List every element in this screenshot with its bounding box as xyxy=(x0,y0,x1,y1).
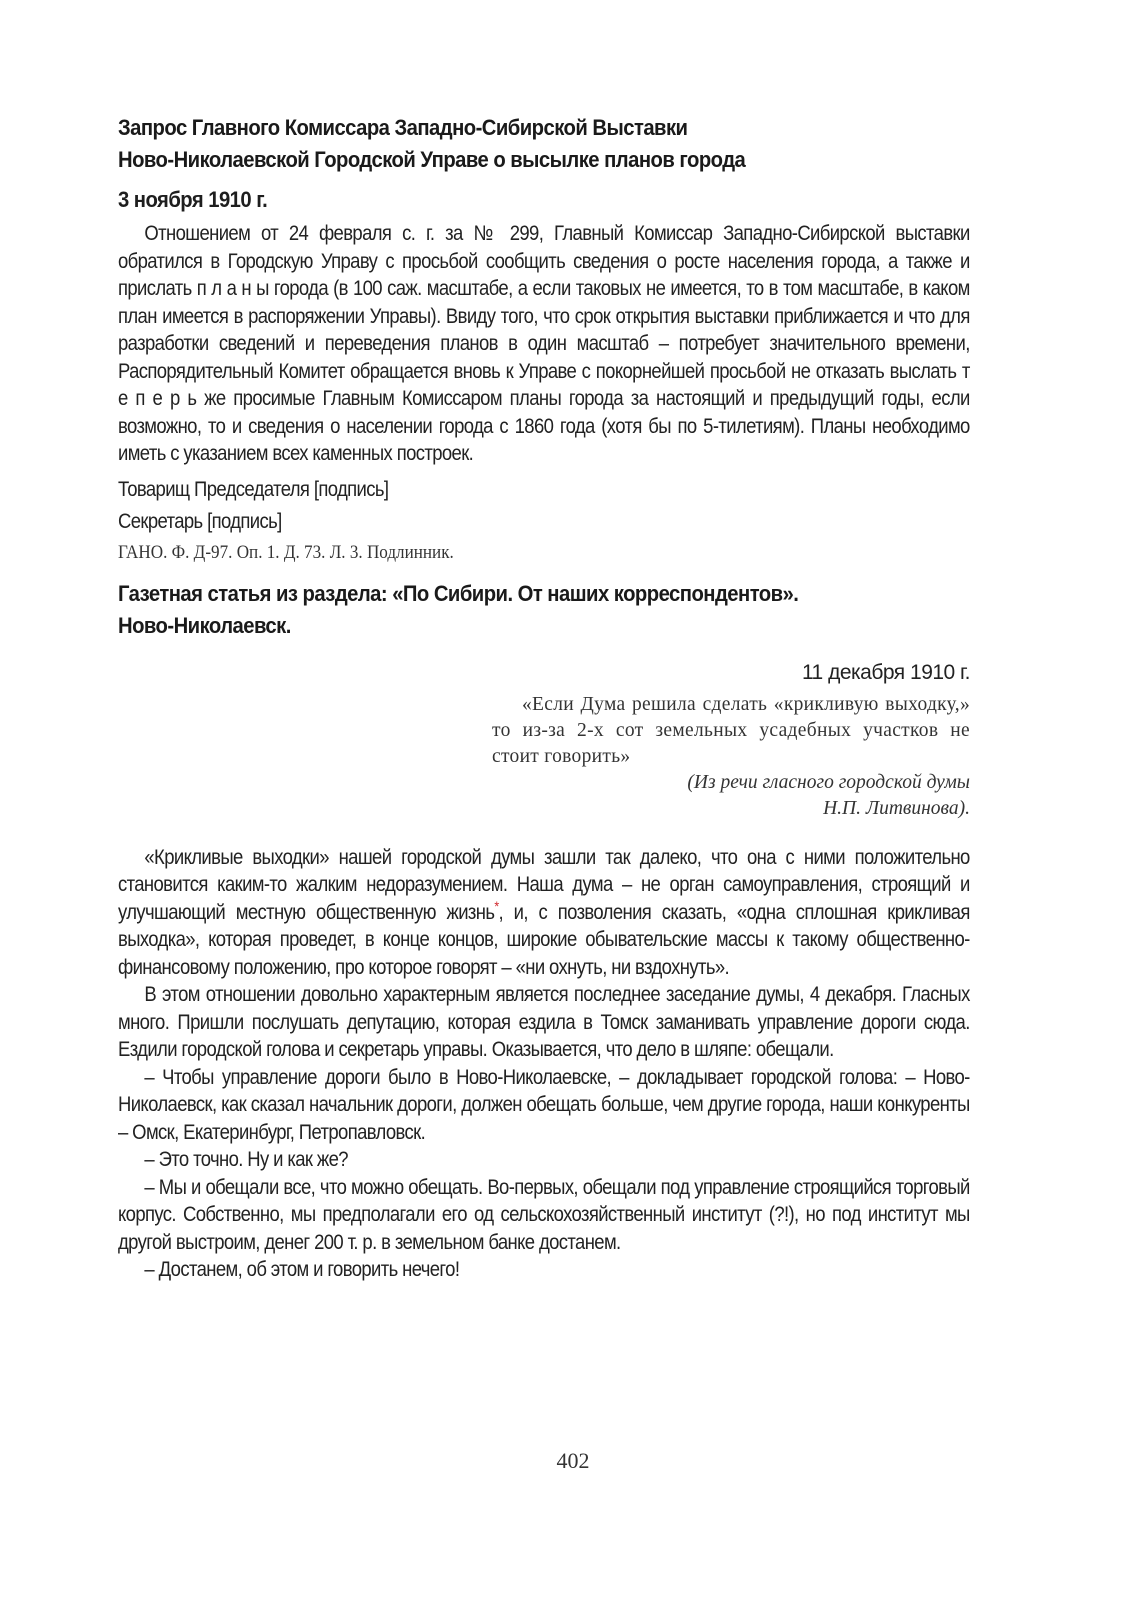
article-paragraph: – Мы и обещали все, что можно обещать. Во-первых, обещали под управление строящийся торговый корпус. Собственно, мы предполагали его од сельскохозяйственный институт (?!), но под институт мы другой выстроим, денег 200 т. р. в земельном банке достанем. xyxy=(118,1175,970,1254)
archive-reference: ГАНО. Ф. Д-97. Оп. 1. Д. 73. Л. 3. Подлинник. xyxy=(118,541,454,563)
document-newspaper-article xyxy=(118,578,970,1284)
footnote-marker[interactable]: * xyxy=(494,897,499,914)
document-date: 3 ноября 1910 г. xyxy=(118,187,268,212)
book-page xyxy=(118,112,970,1284)
article-title-line-1: Газетная статья из раздела: «По Сибири. От наших корреспондентов». xyxy=(118,580,799,606)
article-paragraph: В этом отношении довольно характерным является последнее заседание думы, 4 декабря. Гласных много. Пришли послушать депутацию, которая ездила в Томск заманивать управление дороги сюда. Ездили городской голова и секретарь управы. Оказывается, что дело в шляпе: обещали. xyxy=(118,983,970,1061)
signature-deputy-chairman: Товарищ Председателя [подпись] xyxy=(118,477,389,501)
document-title-line-1: Запрос Главного Комиссара Западно-Сибирской Выставки xyxy=(118,115,688,140)
article-paragraph xyxy=(118,844,970,982)
epigraph xyxy=(492,692,970,822)
document-body: Отношением от 24 февраля с. г. за № 299, Главный Комиссар Западно-Сибирской выставки обратился в Городскую Управу с просьбой сообщить сведения о росте населения города, а также и прислать п л а н ы города (в 100 саж. масштабе, а если таковых не имеется, то в том масштабе, в каком план имеется в распоряжении Управы). Ввиду того, что срок открытия выставки приближается и что для разработки сведений и переведения планов в один масштаб – потребует значительного времени, Распорядительный Комитет обращается вновь к Управе с покорнейшей просьбой не отказать выслать т е п е р ь же просимые Главным Комиссаром планы города за настоящий и предыдущий годы, если возможно, то и сведения о населении города с 1860 года (хотя бы по 5-тилетиям). Планы необходимо иметь с указанием всех каменных построек. xyxy=(118,222,970,465)
article-date: 11 декабря 1910 г. xyxy=(801,660,970,684)
article-paragraph: – Достанем, об этом и говорить нечего! xyxy=(144,1258,460,1281)
signature-secretary: Секретарь [подпись] xyxy=(118,509,282,533)
article-title-line-2: Ново-Николаевск. xyxy=(118,612,291,638)
document-title-line-2: Ново-Николаевской Городской Управе о высылке планов города xyxy=(118,147,746,172)
page-number: 402 xyxy=(556,1448,590,1473)
article-paragraph: – Это точно. Ну и как же? xyxy=(144,1148,348,1171)
epigraph-source-line-1: (Из речи гласного городской думы xyxy=(687,771,970,793)
article-paragraph: – Чтобы управление дороги было в Ново-Николаевске, – докладывает городской голова: – Ново-Николаевск, как сказал начальник дороги, должен обещать больше, чем другие города, наши конкуренты – Омск, Екатеринбург, Петропавловск. xyxy=(118,1065,970,1144)
paragraph-text: , и, с позволения сказать, «одна сплошная крикливая выходка», которая проведет, в конце концов, широкие обывательские массы к такому общественно-финансовому положению, про которое говорят – «ни охнуть, ни вздохнуть». xyxy=(118,900,970,979)
epigraph-quote: «Если Дума решила сделать «крикливую выходку,» то из-за 2-х сот земельных усадебных участков не стоит говорить» xyxy=(492,693,970,767)
paragraph-text: «Крикливые выходки» нашей городской думы зашли так далеко, что она с ними положительно становится каким-то жалким недоразумением. Наша дума – не орган самоуправления, строящий и улучшающий местную общественную жизнь xyxy=(118,845,970,924)
epigraph-source-line-2: Н.П. Литвинова). xyxy=(823,797,970,819)
document-request-plans xyxy=(118,112,970,568)
